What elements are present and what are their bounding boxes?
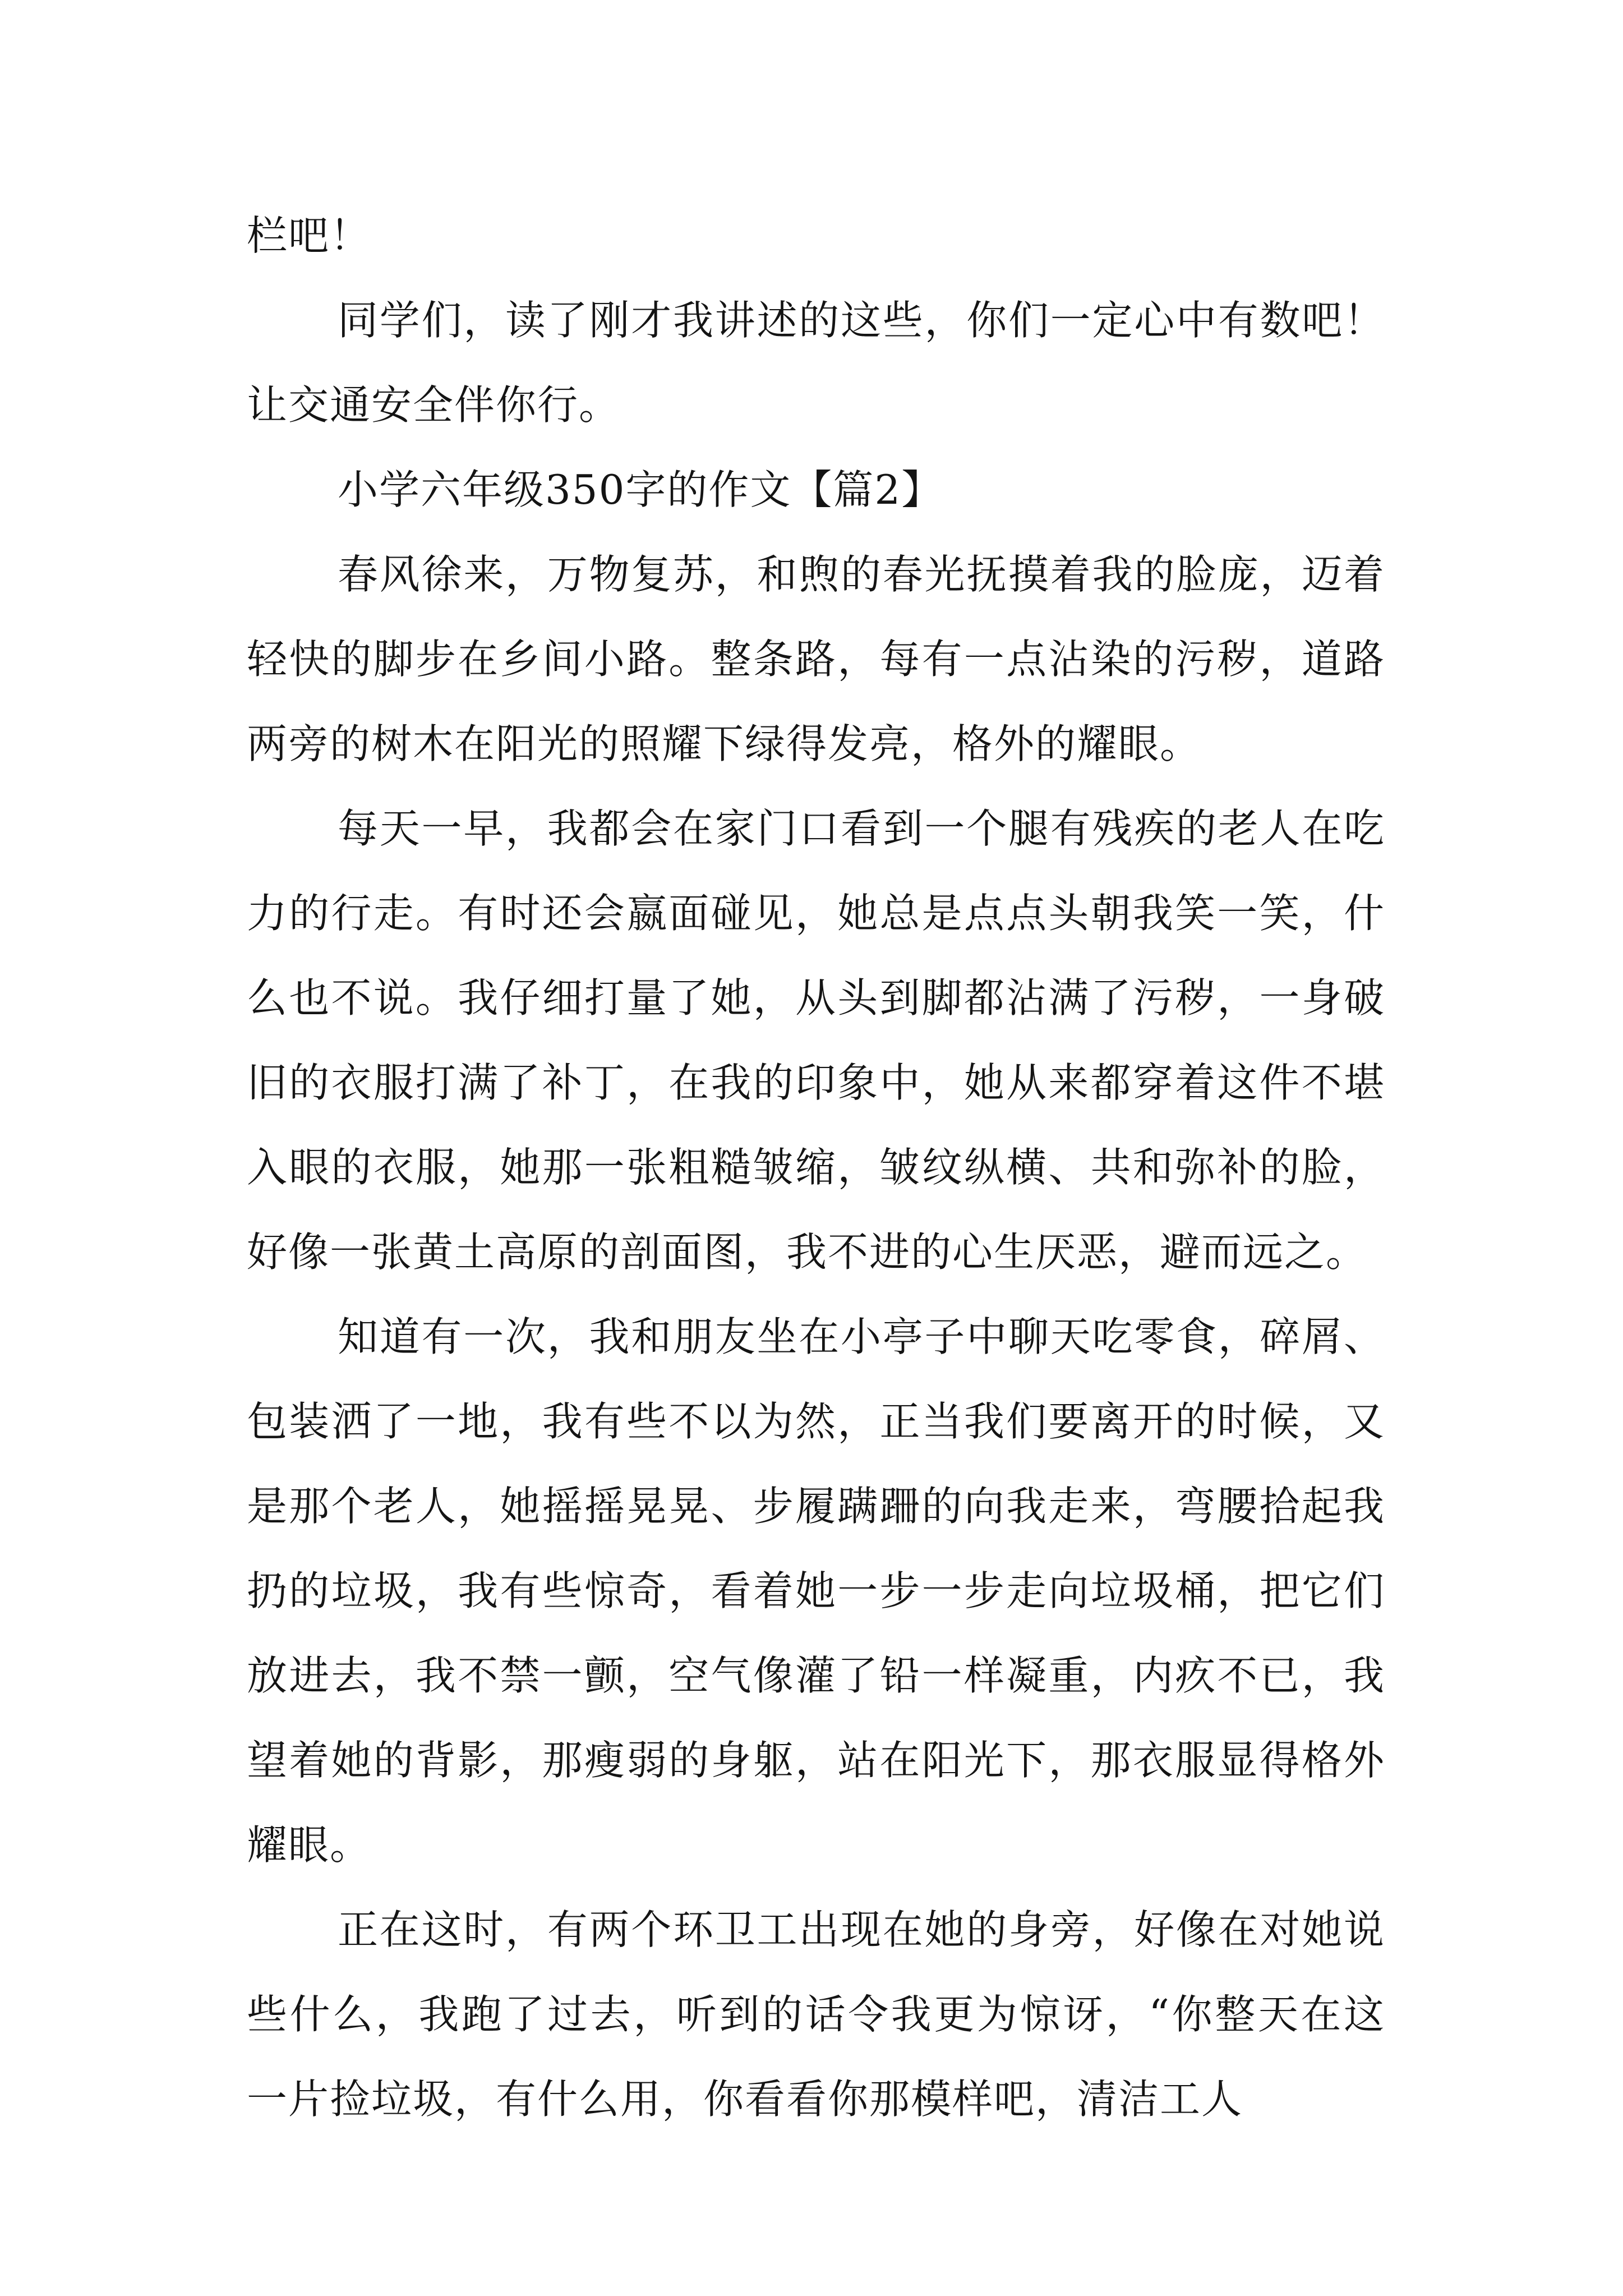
paragraph-sanitation-workers: 正在这时，有两个环卫工出现在她的身旁，好像在对她说些什么，我跑了过去，听到的话令我更为惊讶，“你整天在这一片捡垃圾，有什么用，你看看你那模样吧，清洁工人 (247, 1906, 1385, 2123)
paragraph-continuation: 栏吧！ (247, 212, 372, 259)
paragraph-spring-scene: 春风徐来，万物复苏，和煦的春光抚摸着我的脸庞，迈着轻快的脚步在乡间小路。整条路，每有一点沾染的污秽，道路两旁的树木在阳光的照耀下绿得发亮，格外的耀眼。 (247, 551, 1385, 767)
paragraph-pavilion: 知道有一次，我和朋友坐在小亭子中聊天吃零食，碎屑、包装洒了一地，我有些不以为然，正当我们要离开的时候，又是那个老人，她摇摇晃晃、步履蹒跚的向我走来，弯腰拾起我扔的垃圾，我有些惊奇，看着她一步一步走向垃圾桶，把它们放进去，我不禁一颤，空气像灌了铅一样凝重，内疚不已，我望着她的背影，那瘦弱的身躯，站在阳光下，那衣服显得格外耀眼。 (247, 1313, 1385, 1869)
paragraph-conclusion: 同学们，读了刚才我讲述的这些，你们一定心中有数吧！让交通安全伴你行。 (247, 297, 1385, 429)
document-body (247, 194, 1385, 2142)
paragraph-old-woman: 每天一早，我都会在家门口看到一个腿有残疾的老人在吃力的行走。有时还会嬴面碰见，她总是点点头朝我笑一笑，什么也不说。我仔细打量了她，从头到脚都沾满了污秽，一身破旧的衣服打满了补丁，在我的印象中，她从来都穿着这件不堪入眼的衣服，她那一张粗糙皱缩，皱纹纵横、共和弥补的脸，好像一张黄土高原的剖面图，我不进的心生厌恶，避而远之。 (247, 805, 1385, 1276)
essay-heading: 小学六年级350字的作文【篇2】 (338, 466, 943, 513)
